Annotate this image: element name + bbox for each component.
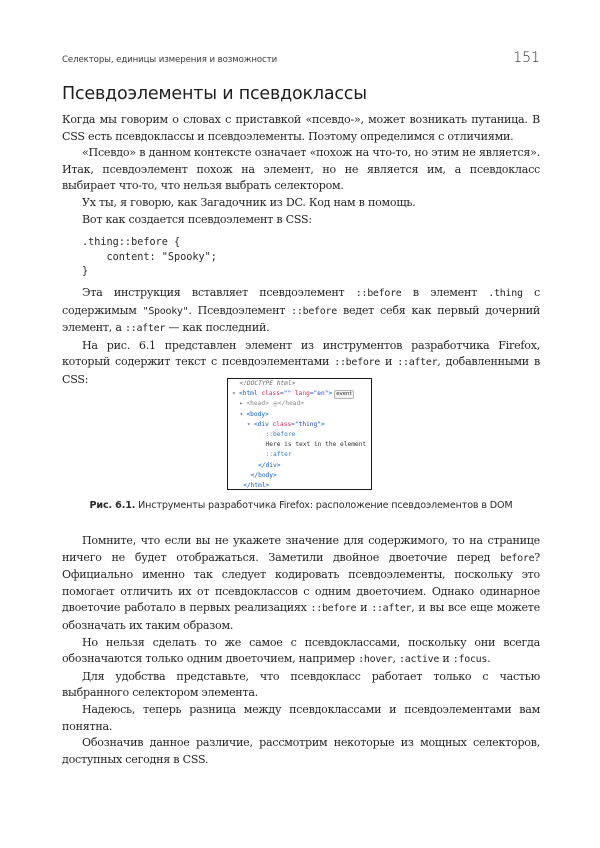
paragraph: Помните, что если вы не укажете значение для содержимого, то на странице ничего не будет отображаться. Заметили двойное двоеточие перед before? Официально именно так следует кодировать псевдоэлементы, поскольку это помогает отличить их от псевдоклассов с одним двоеточием. Однако одинарное двоеточие работало в первых реализациях ::before и ::after, и вы все еще можете обозначать их таким образом. <box>62 534 540 632</box>
expand-twisty-icon[interactable]: ▾ <box>239 410 244 418</box>
inline-code: before <box>499 552 535 564</box>
code-block <box>82 236 217 280</box>
dom-node-head[interactable]: ▸ <head> ⋯</head> <box>232 399 371 409</box>
paragraph: Эта инструкция вставляет псевдоэлемент ::before в элемент .thing с содержимым "Spooky". Псевдоэлемент ::before ведет себя как первый дочерний элемент, а ::after — как последний. <box>62 286 540 335</box>
caption-text: Инструменты разработчика Firefox: расположение псевдоэлементов в DOM <box>135 500 513 511</box>
ellipsis-icon[interactable]: ⋯ <box>273 401 277 408</box>
inline-code: ::after <box>125 323 166 335</box>
dom-node-div-close: </div> <box>258 461 281 469</box>
inline-code: :active <box>399 654 440 666</box>
dom-node-body[interactable]: ▾ <body> <box>232 410 371 420</box>
dom-node-doctype: <!DOCTYPE html> <box>239 380 296 387</box>
after-figure-text <box>62 533 540 768</box>
inline-code: ::before <box>291 305 337 317</box>
inline-code: ::after <box>397 357 438 369</box>
paragraph: Для удобства представьте, что псевдокласс работает только с частью выбранного селектором элемента. <box>62 669 540 700</box>
dom-node-text[interactable]: Here is text in the element <box>265 441 367 449</box>
paragraph: Обозначив данное различие, рассмотрим некоторые из мощных селекторов, доступных сегодня в CSS. <box>62 736 540 766</box>
page-number: 151 <box>513 50 540 66</box>
inline-code: "Spooky" <box>142 305 189 317</box>
inline-code: .thing <box>488 288 523 299</box>
collapse-twisty-icon[interactable]: ▸ <box>239 400 244 408</box>
paragraph: Но нельзя сделать то же самое с псевдоклассами, поскольку они всегда обозначаются только одним двоеточием, например :hover, :active и :focus. <box>62 635 540 666</box>
code-line: } <box>82 266 89 277</box>
section-title: Псевдоэлементы и псевдоклассы <box>62 84 367 104</box>
paragraph: Надеюсь, теперь разница между псевдоклассами и псевдоэлементами вам понятна. <box>62 702 540 733</box>
caption-label: Рис. 6.1. <box>89 500 136 511</box>
paragraph: На рис. 6.1 представлен элемент из инструментов разработчика Firefox, который содержит текст с псевдоэлементами ::before и ::after, добавленными в CSS: <box>62 338 540 386</box>
paragraph: Когда мы говорим о словах с приставкой «псевдо-», может возникать путаница. В CSS есть псевдоклассы и псевдоэлементы. Поэтому определимся с отличиями. <box>62 113 540 143</box>
inline-code: :hover <box>358 654 393 666</box>
inline-code: :focus <box>452 654 488 666</box>
dom-node-before[interactable]: ::before <box>265 430 296 438</box>
expand-twisty-icon[interactable]: ▾ <box>232 390 236 398</box>
dom-node-html-close: </html> <box>243 481 270 489</box>
paragraph: Ух ты, я говорю, как Загадочник из DC. Код нам в помощь. <box>82 195 416 209</box>
inline-code: ::before <box>310 603 357 615</box>
inline-code: ::before <box>334 357 380 369</box>
inline-code: ::before <box>355 288 402 299</box>
devtools-figure <box>227 378 372 490</box>
running-header <box>62 50 540 66</box>
paragraph: «Псевдо» в данном контексте означает «похож на что-то, но этим не является». Итак, псевдоэлемент похож на элемент, но не является им, а псевдокласс выбирает что-то, что нельзя выбрать селектором. <box>62 146 540 193</box>
paragraph: Вот как создается псевдоэлемент в CSS: <box>82 212 312 226</box>
expand-twisty-icon[interactable]: ▾ <box>246 420 251 428</box>
dom-node-body-close: </body> <box>250 471 277 479</box>
intro-text <box>62 112 540 228</box>
code-line: .thing::before { <box>82 237 181 248</box>
explanation-text <box>62 285 540 389</box>
figure-caption <box>62 500 540 511</box>
dom-node-html[interactable]: ▾ <html class="" lang="en"> event <box>232 389 371 399</box>
dom-node-div[interactable]: ▾ <div class="thing"> <box>232 420 371 430</box>
code-line: content: "Spooky"; <box>82 251 217 263</box>
running-title: Селекторы, единицы измерения и возможности <box>62 55 278 65</box>
event-badge[interactable]: event <box>336 391 352 398</box>
dom-node-after[interactable]: ::after <box>265 451 292 459</box>
inline-code: ::after <box>371 603 412 615</box>
